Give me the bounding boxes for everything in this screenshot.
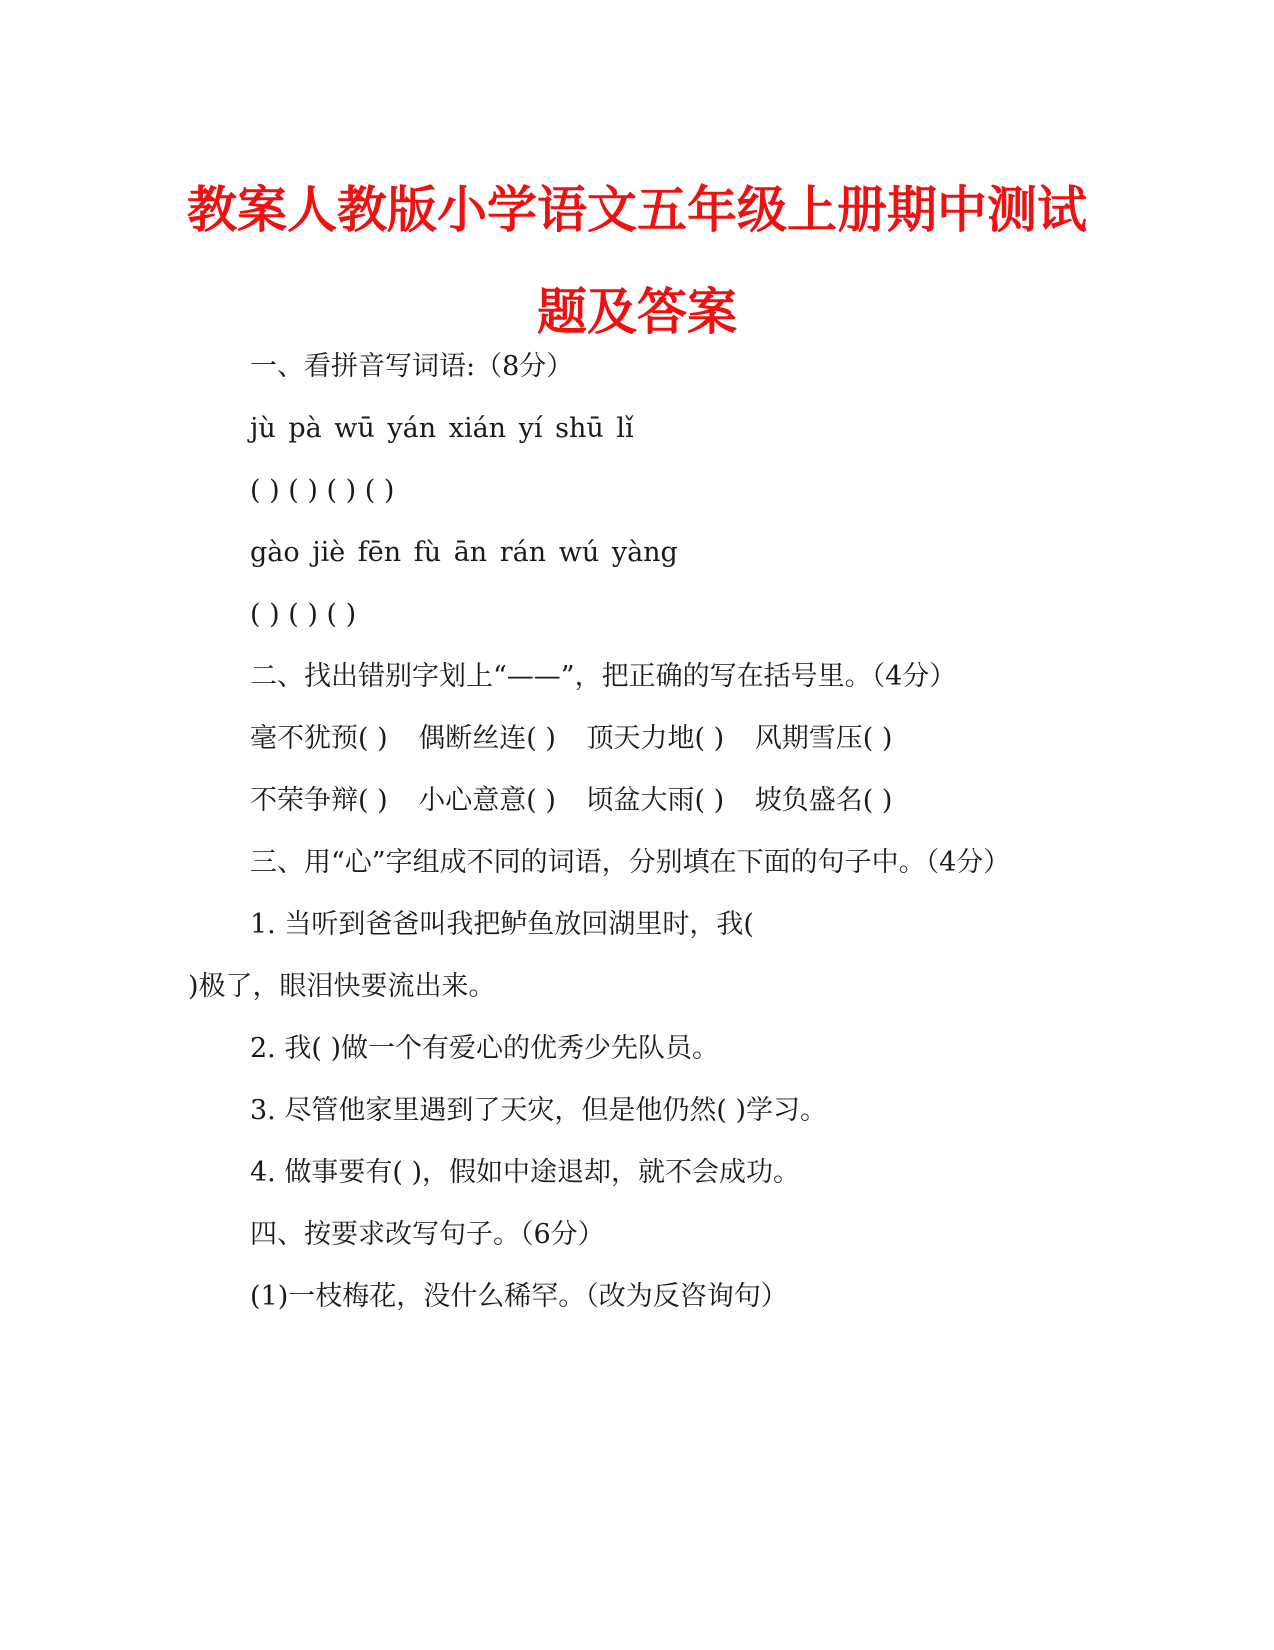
idiom-row-1 xyxy=(250,722,892,756)
idiom-item: 小心意意( ) xyxy=(418,785,556,816)
pinyin-row-2: gào jiè fēn fù ān rán wú yàng xyxy=(250,537,678,568)
section-1-heading: 一、看拼音写词语:（8分） xyxy=(250,351,574,382)
title-line-2: 题及答案 xyxy=(537,283,737,341)
answer-blanks-2: ( ) ( ) ( ) xyxy=(250,599,357,630)
idiom-item: 顶天力地( ) xyxy=(586,723,725,754)
question-4: 4. 做事要有( )，假如中途退却，就不会成功。 xyxy=(250,1157,800,1188)
idiom-item: 顷盆大雨( ) xyxy=(586,785,725,816)
idiom-row-2 xyxy=(250,784,892,818)
question-2: 2. 我( )做一个有爱心的优秀少先队员。 xyxy=(250,1033,719,1064)
title-line-1: 教案人教版小学语文五年级上册期中测试 xyxy=(187,181,1087,239)
section-4-heading: 四、按要求改写句子。（6分） xyxy=(250,1219,605,1250)
idiom-item: 不荣争辩( ) xyxy=(250,785,388,816)
rewrite-question-1: (1)一枝梅花，没什么稀罕。（改为反咨询句） xyxy=(250,1281,788,1312)
idiom-item: 风期雪压( ) xyxy=(754,723,893,754)
idiom-item: 毫不犹预( ) xyxy=(250,723,388,754)
section-2-heading: 二、找出错别字划上“——”，把正确的写在括号里。（4分） xyxy=(250,661,957,692)
section-3-heading: 三、用“心”字组成不同的词语，分别填在下面的句子中。（4分） xyxy=(250,847,1011,878)
idiom-item: 坡负盛名( ) xyxy=(754,785,893,816)
question-1-part-2: )极了，眼泪快要流出来。 xyxy=(188,971,496,1002)
pinyin-row-1: jù pà wū yán xián yí shū lǐ xyxy=(250,413,634,444)
question-1-part-1: 1. 当听到爸爸叫我把鲈鱼放回湖里时，我( xyxy=(250,909,754,940)
question-3: 3. 尽管他家里遇到了天灾，但是他仍然( )学习。 xyxy=(250,1095,827,1126)
idiom-item: 偶断丝连( ) xyxy=(418,723,556,754)
answer-blanks-1: ( ) ( ) ( ) ( ) xyxy=(250,475,395,506)
